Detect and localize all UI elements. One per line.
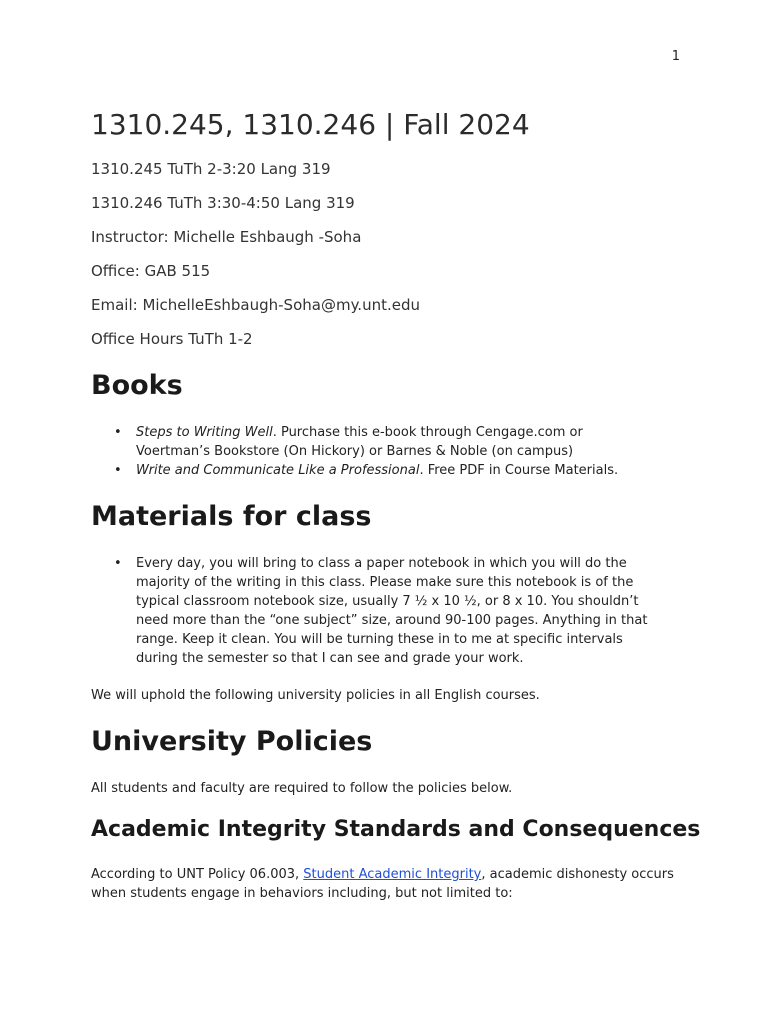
integrity-text-before: According to UNT Policy 06.003, xyxy=(91,867,304,882)
book-title: Steps to Writing Well xyxy=(136,425,273,440)
instructor-line: Instructor: Michelle Eshbaugh -Soha xyxy=(91,228,362,246)
academic-integrity-heading: Academic Integrity Standards and Consequences xyxy=(91,817,701,842)
student-academic-integrity-link[interactable]: Student Academic Integrity xyxy=(303,867,482,882)
list-item xyxy=(91,461,651,480)
university-policies-heading: University Policies xyxy=(91,726,373,757)
bullet-icon: • xyxy=(114,425,122,440)
uphold-statement: We will uphold the following university policies in all English courses. xyxy=(91,688,540,703)
page-number: 1 xyxy=(671,49,680,64)
books-heading: Books xyxy=(91,370,183,401)
materials-heading: Materials for class xyxy=(91,501,372,532)
list-item xyxy=(91,554,651,668)
email-line: Email: MichelleEshbaugh-Soha@my.unt.edu xyxy=(91,296,420,314)
bullet-icon: • xyxy=(114,463,122,478)
book-description: . Purchase this e-book through Cengage.com or Voertman’s Bookstore (On Hickory) or Barnes & Noble (on campus) xyxy=(136,425,583,459)
section-246-schedule: 1310.246 TuTh 3:30-4:50 Lang 319 xyxy=(91,194,355,212)
list-item xyxy=(91,423,651,461)
integrity-text-after: , academic dishonesty occurs when students engage in behaviors including, but not limited to: xyxy=(91,867,674,901)
book-title: Write and Communicate Like a Professional xyxy=(136,463,420,478)
books-list xyxy=(91,423,651,480)
office-line: Office: GAB 515 xyxy=(91,262,211,280)
section-245-schedule: 1310.245 TuTh 2-3:20 Lang 319 xyxy=(91,160,331,178)
office-hours-line: Office Hours TuTh 1-2 xyxy=(91,330,253,348)
notebook-instructions: Every day, you will bring to class a paper notebook in which you will do the majority of the writing in this class. Please make sure this notebook is of the typical classroom notebook size, usually 7 ½ x 10 ½, or 8 x 10. You shouldn’t need more than the “one subject” size, around 90-100 pages. Anything in that range. Keep it clean. You will be turning these in to me at specific intervals during the semester so that I can see and grade your work. xyxy=(136,556,648,666)
materials-list xyxy=(91,554,651,668)
policies-intro: All students and faculty are required to follow the policies below. xyxy=(91,781,513,796)
bullet-icon: • xyxy=(114,556,122,571)
book-description: . Free PDF in Course Materials. xyxy=(419,463,619,478)
document-title: 1310.245, 1310.246 | Fall 2024 xyxy=(91,108,530,141)
academic-integrity-text xyxy=(91,865,691,903)
